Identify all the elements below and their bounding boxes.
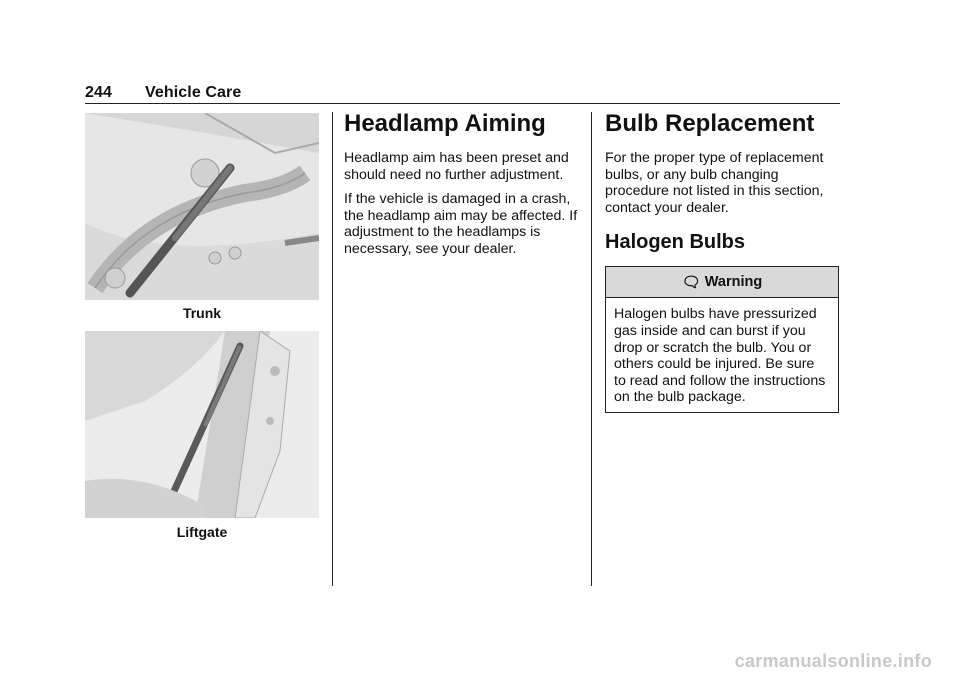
figure-caption-trunk: Trunk	[182, 305, 222, 321]
paragraph: Headlamp aim has been preset and should need no further adjustment.	[344, 150, 569, 183]
column-divider	[332, 112, 333, 586]
watermark: carmanualsonline.info	[734, 651, 932, 671]
liftgate-illustration	[85, 331, 319, 518]
warning-header	[606, 267, 838, 298]
figure-caption-liftgate: Liftgate	[176, 524, 228, 540]
warning-box	[605, 266, 839, 413]
section-heading-headlamp-aiming: Headlamp Aiming	[344, 110, 546, 137]
warning-label: Warning	[704, 274, 763, 291]
paragraph: If the vehicle is damaged in a crash, the headlamp aim may be affected. If adjustment to the headlamps is necessary, see your dealer.	[344, 191, 578, 257]
section-heading-halogen-bulbs: Halogen Bulbs	[605, 231, 746, 254]
paragraph: For the proper type of replacement bulbs, or any bulb changing procedure not listed in this section, contact your dealer.	[605, 150, 824, 216]
speech-bubble-warning-icon: 🗨︎	[681, 274, 701, 292]
warning-text: Halogen bulbs have pressurized gas inside and can burst if you drop or scratch the bulb. You or others could be injured. Be sure to read and follow the instructions on the bulb package.	[614, 306, 826, 406]
trunk-illustration	[85, 113, 319, 300]
header-rule	[85, 103, 840, 104]
column-divider	[591, 112, 592, 586]
section-title: Vehicle Care	[145, 84, 242, 101]
bulb-replacement-section	[605, 110, 840, 413]
page-header	[85, 84, 241, 102]
headlamp-aiming-section	[344, 110, 580, 266]
section-heading-bulb-replacement: Bulb Replacement	[605, 110, 815, 137]
page-number: 244	[85, 84, 112, 101]
